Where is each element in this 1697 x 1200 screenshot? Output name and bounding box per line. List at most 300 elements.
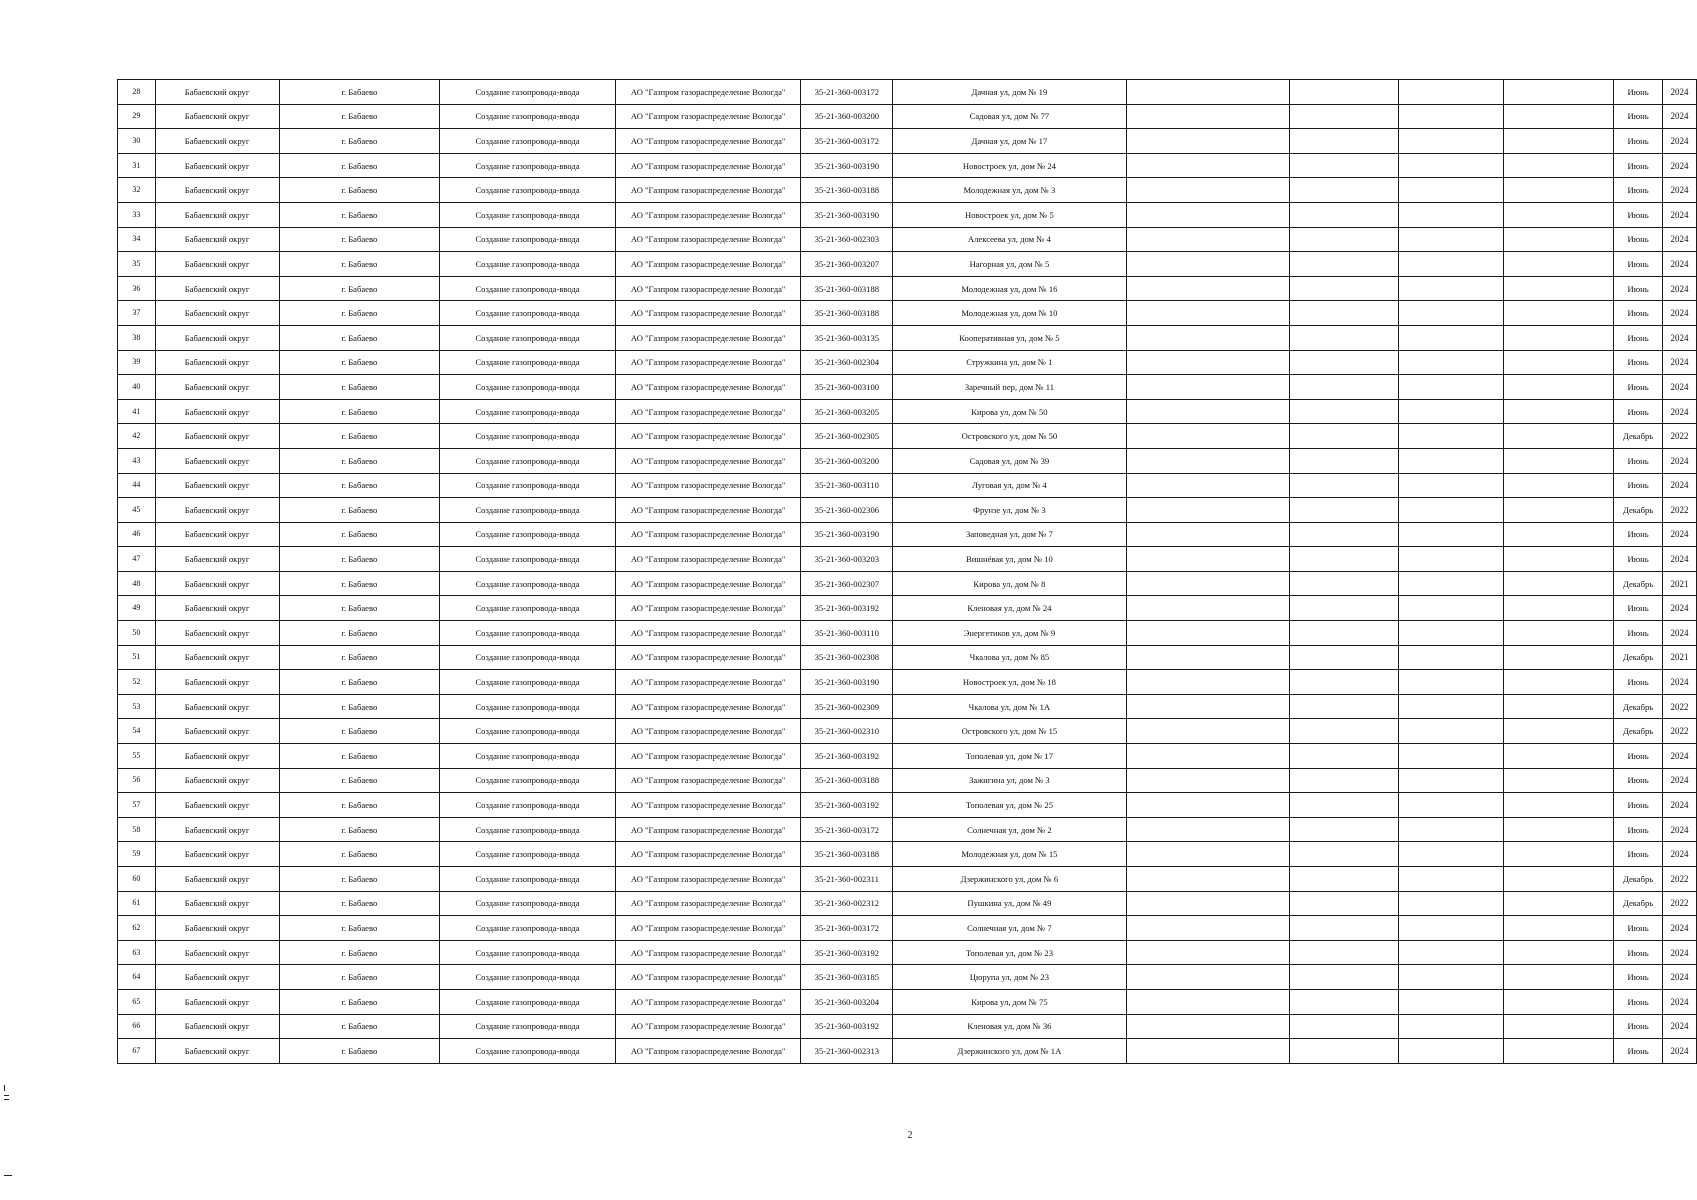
cell-work: Создание газопровода-ввода bbox=[440, 744, 616, 769]
cell-org: АО "Газпром газораспределение Вологда" bbox=[615, 301, 801, 326]
cell-month: Июнь bbox=[1614, 965, 1663, 990]
cell-cadastral: 35-21-360-003110 bbox=[801, 621, 893, 646]
empty-cell bbox=[1126, 596, 1289, 621]
cell-work: Создание газопровода-ввода bbox=[440, 989, 616, 1014]
cell-month: Декабрь bbox=[1614, 719, 1663, 744]
empty-cell bbox=[1126, 694, 1289, 719]
cell-year: 2024 bbox=[1662, 153, 1696, 178]
cell-num: 36 bbox=[118, 276, 156, 301]
page-number: 2 bbox=[907, 1130, 913, 1141]
empty-cell bbox=[1504, 621, 1614, 646]
empty-cell bbox=[1398, 276, 1503, 301]
empty-cell bbox=[1126, 301, 1289, 326]
cell-cadastral: 35-21-360-003190 bbox=[801, 670, 893, 695]
cell-org: АО "Газпром газораспределение Вологда" bbox=[615, 744, 801, 769]
empty-cell bbox=[1289, 719, 1398, 744]
empty-cell bbox=[1504, 965, 1614, 990]
cell-district: Бабаевский округ bbox=[155, 670, 279, 695]
cell-org: АО "Газпром газораспределение Вологда" bbox=[615, 670, 801, 695]
cell-address: Алексеева ул, дом № 4 bbox=[893, 227, 1126, 252]
cell-month: Июнь bbox=[1614, 522, 1663, 547]
cell-year: 2022 bbox=[1662, 719, 1696, 744]
cell-work: Создание газопровода-ввода bbox=[440, 940, 616, 965]
empty-cell bbox=[1504, 202, 1614, 227]
cell-year: 2021 bbox=[1662, 571, 1696, 596]
empty-cell bbox=[1289, 817, 1398, 842]
empty-cell bbox=[1504, 596, 1614, 621]
cell-org: АО "Газпром газораспределение Вологда" bbox=[615, 153, 801, 178]
table-row bbox=[118, 276, 1697, 301]
empty-cell bbox=[1289, 965, 1398, 990]
empty-cell bbox=[1126, 252, 1289, 277]
empty-cell bbox=[1126, 104, 1289, 129]
cell-address: Кирова ул, дом № 50 bbox=[893, 399, 1126, 424]
table-row bbox=[118, 891, 1697, 916]
cell-address: Островского ул, дом № 50 bbox=[893, 424, 1126, 449]
cell-num: 45 bbox=[118, 498, 156, 523]
empty-cell bbox=[1126, 424, 1289, 449]
empty-cell bbox=[1289, 916, 1398, 941]
empty-cell bbox=[1504, 1014, 1614, 1039]
cell-district: Бабаевский округ bbox=[155, 375, 279, 400]
cell-address: Тополевая ул, дом № 17 bbox=[893, 744, 1126, 769]
empty-cell bbox=[1398, 989, 1503, 1014]
cell-year: 2024 bbox=[1662, 399, 1696, 424]
table-row bbox=[118, 1039, 1697, 1064]
cell-locality: г. Бабаево bbox=[279, 965, 440, 990]
cell-num: 35 bbox=[118, 252, 156, 277]
cell-address: Заречный пер, дом № 11 bbox=[893, 375, 1126, 400]
cell-cadastral: 35-21-360-003172 bbox=[801, 817, 893, 842]
empty-cell bbox=[1398, 842, 1503, 867]
cell-district: Бабаевский округ bbox=[155, 276, 279, 301]
cell-locality: г. Бабаево bbox=[279, 498, 440, 523]
empty-cell bbox=[1126, 1014, 1289, 1039]
empty-cell bbox=[1398, 202, 1503, 227]
empty-cell bbox=[1504, 867, 1614, 892]
cell-org: АО "Газпром газораспределение Вологда" bbox=[615, 104, 801, 129]
empty-cell bbox=[1126, 448, 1289, 473]
empty-cell bbox=[1398, 817, 1503, 842]
table-row bbox=[118, 104, 1697, 129]
cell-year: 2024 bbox=[1662, 621, 1696, 646]
cell-org: АО "Газпром газораспределение Вологда" bbox=[615, 178, 801, 203]
cell-org: АО "Газпром газораспределение Вологда" bbox=[615, 621, 801, 646]
empty-cell bbox=[1504, 129, 1614, 154]
cell-cadastral: 35-21-360-003100 bbox=[801, 375, 893, 400]
cell-address: Кирова ул, дом № 8 bbox=[893, 571, 1126, 596]
cell-year: 2022 bbox=[1662, 498, 1696, 523]
empty-cell bbox=[1504, 719, 1614, 744]
empty-cell bbox=[1398, 596, 1503, 621]
cell-month: Июнь bbox=[1614, 596, 1663, 621]
cell-year: 2024 bbox=[1662, 547, 1696, 572]
table-row bbox=[118, 498, 1697, 523]
table-row bbox=[118, 571, 1697, 596]
cell-work: Создание газопровода-ввода bbox=[440, 522, 616, 547]
empty-cell bbox=[1504, 645, 1614, 670]
empty-cell bbox=[1289, 473, 1398, 498]
cell-work: Создание газопровода-ввода bbox=[440, 178, 616, 203]
cell-year: 2024 bbox=[1662, 965, 1696, 990]
cell-address: Луговая ул, дом № 4 bbox=[893, 473, 1126, 498]
empty-cell bbox=[1126, 867, 1289, 892]
table-row bbox=[118, 744, 1697, 769]
cell-address: Заповедная ул, дом № 7 bbox=[893, 522, 1126, 547]
empty-cell bbox=[1398, 621, 1503, 646]
empty-cell bbox=[1504, 571, 1614, 596]
cell-work: Создание газопровода-ввода bbox=[440, 842, 616, 867]
empty-cell bbox=[1289, 350, 1398, 375]
cell-cadastral: 35-21-360-002309 bbox=[801, 694, 893, 719]
cell-year: 2024 bbox=[1662, 325, 1696, 350]
table-row bbox=[118, 793, 1697, 818]
cell-work: Создание газопровода-ввода bbox=[440, 301, 616, 326]
empty-cell bbox=[1504, 793, 1614, 818]
empty-cell bbox=[1504, 670, 1614, 695]
cell-district: Бабаевский округ bbox=[155, 547, 279, 572]
cell-district: Бабаевский округ bbox=[155, 940, 279, 965]
empty-cell bbox=[1504, 104, 1614, 129]
cell-cadastral: 35-21-360-003192 bbox=[801, 596, 893, 621]
cell-locality: г. Бабаево bbox=[279, 227, 440, 252]
cell-district: Бабаевский округ bbox=[155, 473, 279, 498]
empty-cell bbox=[1504, 375, 1614, 400]
cell-locality: г. Бабаево bbox=[279, 916, 440, 941]
table-row bbox=[118, 621, 1697, 646]
cell-cadastral: 35-21-360-002308 bbox=[801, 645, 893, 670]
empty-cell bbox=[1289, 793, 1398, 818]
empty-cell bbox=[1289, 867, 1398, 892]
cell-cadastral: 35-21-360-003203 bbox=[801, 547, 893, 572]
table-row bbox=[118, 129, 1697, 154]
cell-num: 64 bbox=[118, 965, 156, 990]
cell-locality: г. Бабаево bbox=[279, 1039, 440, 1064]
table-row bbox=[118, 522, 1697, 547]
cell-num: 28 bbox=[118, 80, 156, 105]
table-row bbox=[118, 202, 1697, 227]
empty-cell bbox=[1289, 940, 1398, 965]
cell-year: 2024 bbox=[1662, 940, 1696, 965]
cell-num: 52 bbox=[118, 670, 156, 695]
cell-month: Декабрь bbox=[1614, 891, 1663, 916]
cell-org: АО "Газпром газораспределение Вологда" bbox=[615, 596, 801, 621]
empty-cell bbox=[1289, 1039, 1398, 1064]
cell-locality: г. Бабаево bbox=[279, 891, 440, 916]
cell-month: Июнь bbox=[1614, 1014, 1663, 1039]
empty-cell bbox=[1398, 227, 1503, 252]
cell-work: Создание газопровода-ввода bbox=[440, 891, 616, 916]
empty-cell bbox=[1504, 276, 1614, 301]
cell-work: Создание газопровода-ввода bbox=[440, 571, 616, 596]
cell-num: 56 bbox=[118, 768, 156, 793]
empty-cell bbox=[1126, 227, 1289, 252]
cell-cadastral: 35-21-360-002305 bbox=[801, 424, 893, 449]
cell-year: 2024 bbox=[1662, 350, 1696, 375]
cell-locality: г. Бабаево bbox=[279, 129, 440, 154]
empty-cell bbox=[1504, 817, 1614, 842]
empty-cell bbox=[1126, 350, 1289, 375]
cell-locality: г. Бабаево bbox=[279, 375, 440, 400]
empty-cell bbox=[1289, 547, 1398, 572]
cell-locality: г. Бабаево bbox=[279, 817, 440, 842]
cell-work: Создание газопровода-ввода bbox=[440, 670, 616, 695]
cell-cadastral: 35-21-360-003188 bbox=[801, 842, 893, 867]
empty-cell bbox=[1289, 989, 1398, 1014]
empty-cell bbox=[1504, 227, 1614, 252]
empty-cell bbox=[1289, 301, 1398, 326]
cell-district: Бабаевский округ bbox=[155, 621, 279, 646]
cell-locality: г. Бабаево bbox=[279, 448, 440, 473]
cell-org: АО "Газпром газораспределение Вологда" bbox=[615, 719, 801, 744]
cell-district: Бабаевский округ bbox=[155, 252, 279, 277]
cell-month: Июнь bbox=[1614, 178, 1663, 203]
empty-cell bbox=[1126, 80, 1289, 105]
cell-org: АО "Газпром газораспределение Вологда" bbox=[615, 547, 801, 572]
cell-num: 38 bbox=[118, 325, 156, 350]
empty-cell bbox=[1289, 670, 1398, 695]
empty-cell bbox=[1398, 793, 1503, 818]
cell-locality: г. Бабаево bbox=[279, 768, 440, 793]
cell-org: АО "Газпром газораспределение Вологда" bbox=[615, 325, 801, 350]
cell-num: 42 bbox=[118, 424, 156, 449]
cell-district: Бабаевский округ bbox=[155, 129, 279, 154]
cell-locality: г. Бабаево bbox=[279, 793, 440, 818]
empty-cell bbox=[1289, 768, 1398, 793]
cell-locality: г. Бабаево bbox=[279, 202, 440, 227]
empty-cell bbox=[1504, 916, 1614, 941]
cell-org: АО "Газпром газораспределение Вологда" bbox=[615, 129, 801, 154]
cell-work: Создание газопровода-ввода bbox=[440, 645, 616, 670]
empty-cell bbox=[1504, 768, 1614, 793]
cell-year: 2024 bbox=[1662, 178, 1696, 203]
cell-year: 2024 bbox=[1662, 276, 1696, 301]
cell-num: 62 bbox=[118, 916, 156, 941]
cell-org: АО "Газпром газораспределение Вологда" bbox=[615, 571, 801, 596]
cell-work: Создание газопровода-ввода bbox=[440, 252, 616, 277]
empty-cell bbox=[1289, 153, 1398, 178]
empty-cell bbox=[1398, 768, 1503, 793]
empty-cell bbox=[1398, 547, 1503, 572]
empty-cell bbox=[1126, 202, 1289, 227]
cell-address: Пушкина ул, дом № 49 bbox=[893, 891, 1126, 916]
empty-cell bbox=[1289, 621, 1398, 646]
empty-cell bbox=[1126, 916, 1289, 941]
cell-work: Создание газопровода-ввода bbox=[440, 129, 616, 154]
cell-address: Вишнёвая ул, дом № 10 bbox=[893, 547, 1126, 572]
cell-month: Июнь bbox=[1614, 202, 1663, 227]
cell-district: Бабаевский округ bbox=[155, 399, 279, 424]
cell-org: АО "Газпром газораспределение Вологда" bbox=[615, 399, 801, 424]
cell-year: 2022 bbox=[1662, 694, 1696, 719]
cell-district: Бабаевский округ bbox=[155, 80, 279, 105]
cell-work: Создание газопровода-ввода bbox=[440, 424, 616, 449]
empty-cell bbox=[1398, 940, 1503, 965]
cell-org: АО "Газпром газораспределение Вологда" bbox=[615, 891, 801, 916]
cell-locality: г. Бабаево bbox=[279, 596, 440, 621]
cell-org: АО "Газпром газораспределение Вологда" bbox=[615, 375, 801, 400]
empty-cell bbox=[1126, 129, 1289, 154]
cell-district: Бабаевский округ bbox=[155, 965, 279, 990]
table-row bbox=[118, 424, 1697, 449]
table-row bbox=[118, 178, 1697, 203]
empty-cell bbox=[1398, 399, 1503, 424]
cell-cadastral: 35-21-360-003135 bbox=[801, 325, 893, 350]
cell-num: 44 bbox=[118, 473, 156, 498]
margin-mark bbox=[4, 1175, 12, 1176]
empty-cell bbox=[1289, 498, 1398, 523]
cell-work: Создание газопровода-ввода bbox=[440, 817, 616, 842]
empty-cell bbox=[1126, 989, 1289, 1014]
empty-cell bbox=[1504, 448, 1614, 473]
cell-num: 48 bbox=[118, 571, 156, 596]
cell-org: АО "Газпром газораспределение Вологда" bbox=[615, 276, 801, 301]
table-body bbox=[118, 80, 1697, 1064]
cell-district: Бабаевский округ bbox=[155, 301, 279, 326]
cell-cadastral: 35-21-360-002303 bbox=[801, 227, 893, 252]
empty-cell bbox=[1126, 793, 1289, 818]
table-row bbox=[118, 227, 1697, 252]
cell-work: Создание газопровода-ввода bbox=[440, 375, 616, 400]
cell-district: Бабаевский округ bbox=[155, 768, 279, 793]
cell-district: Бабаевский округ bbox=[155, 891, 279, 916]
cell-year: 2024 bbox=[1662, 989, 1696, 1014]
cell-cadastral: 35-21-360-003200 bbox=[801, 104, 893, 129]
cell-locality: г. Бабаево bbox=[279, 571, 440, 596]
empty-cell bbox=[1289, 178, 1398, 203]
cell-month: Декабрь bbox=[1614, 424, 1663, 449]
cell-locality: г. Бабаево bbox=[279, 276, 440, 301]
table-row bbox=[118, 719, 1697, 744]
cell-month: Июнь bbox=[1614, 153, 1663, 178]
table-row bbox=[118, 547, 1697, 572]
empty-cell bbox=[1398, 891, 1503, 916]
empty-cell bbox=[1504, 744, 1614, 769]
empty-cell bbox=[1504, 891, 1614, 916]
cell-cadastral: 35-21-360-003172 bbox=[801, 916, 893, 941]
empty-cell bbox=[1504, 350, 1614, 375]
cell-org: АО "Газпром газораспределение Вологда" bbox=[615, 842, 801, 867]
cell-locality: г. Бабаево bbox=[279, 670, 440, 695]
cell-org: АО "Газпром газораспределение Вологда" bbox=[615, 473, 801, 498]
cell-address: Молодежная ул, дом № 10 bbox=[893, 301, 1126, 326]
cell-work: Создание газопровода-ввода bbox=[440, 80, 616, 105]
cell-org: АО "Газпром газораспределение Вологда" bbox=[615, 793, 801, 818]
cell-year: 2022 bbox=[1662, 867, 1696, 892]
cell-month: Июнь bbox=[1614, 547, 1663, 572]
cell-address: Новостроек ул, дом № 18 bbox=[893, 670, 1126, 695]
empty-cell bbox=[1504, 80, 1614, 105]
cell-address: Дзержинского ул, дом № 1А bbox=[893, 1039, 1126, 1064]
cell-num: 65 bbox=[118, 989, 156, 1014]
cell-year: 2024 bbox=[1662, 227, 1696, 252]
empty-cell bbox=[1398, 965, 1503, 990]
cell-address: Цюрупа ул, дом № 23 bbox=[893, 965, 1126, 990]
cell-year: 2024 bbox=[1662, 448, 1696, 473]
cell-year: 2022 bbox=[1662, 424, 1696, 449]
table-row bbox=[118, 448, 1697, 473]
empty-cell bbox=[1398, 473, 1503, 498]
empty-cell bbox=[1289, 891, 1398, 916]
cell-district: Бабаевский округ bbox=[155, 645, 279, 670]
cell-month: Июнь bbox=[1614, 350, 1663, 375]
table-row bbox=[118, 645, 1697, 670]
cell-num: 33 bbox=[118, 202, 156, 227]
empty-cell bbox=[1398, 645, 1503, 670]
table-row bbox=[118, 375, 1697, 400]
cell-locality: г. Бабаево bbox=[279, 867, 440, 892]
cell-org: АО "Газпром газораспределение Вологда" bbox=[615, 940, 801, 965]
empty-cell bbox=[1504, 498, 1614, 523]
cell-address: Кленовая ул, дом № 36 bbox=[893, 1014, 1126, 1039]
cell-address: Кленовая ул, дом № 24 bbox=[893, 596, 1126, 621]
table-row bbox=[118, 473, 1697, 498]
cell-address: Новостроек ул, дом № 5 bbox=[893, 202, 1126, 227]
empty-cell bbox=[1398, 178, 1503, 203]
empty-cell bbox=[1289, 104, 1398, 129]
table-row bbox=[118, 596, 1697, 621]
empty-cell bbox=[1126, 498, 1289, 523]
empty-cell bbox=[1289, 448, 1398, 473]
cell-org: АО "Газпром газораспределение Вологда" bbox=[615, 448, 801, 473]
empty-cell bbox=[1289, 842, 1398, 867]
cell-year: 2024 bbox=[1662, 252, 1696, 277]
cell-num: 40 bbox=[118, 375, 156, 400]
empty-cell bbox=[1126, 842, 1289, 867]
table-row bbox=[118, 940, 1697, 965]
cell-year: 2024 bbox=[1662, 817, 1696, 842]
cell-month: Июнь bbox=[1614, 375, 1663, 400]
cell-cadastral: 35-21-360-002307 bbox=[801, 571, 893, 596]
cell-address: Солнечная ул, дом № 7 bbox=[893, 916, 1126, 941]
cell-cadastral: 35-21-360-002304 bbox=[801, 350, 893, 375]
table-row bbox=[118, 842, 1697, 867]
table-row bbox=[118, 399, 1697, 424]
cell-locality: г. Бабаево bbox=[279, 621, 440, 646]
empty-cell bbox=[1289, 571, 1398, 596]
empty-cell bbox=[1398, 1014, 1503, 1039]
empty-cell bbox=[1289, 744, 1398, 769]
cell-address: Кооперативная ул, дом № 5 bbox=[893, 325, 1126, 350]
table-row bbox=[118, 1014, 1697, 1039]
cell-month: Июнь bbox=[1614, 129, 1663, 154]
cell-district: Бабаевский округ bbox=[155, 842, 279, 867]
cell-num: 34 bbox=[118, 227, 156, 252]
cell-district: Бабаевский округ bbox=[155, 817, 279, 842]
table-row bbox=[118, 153, 1697, 178]
cell-org: АО "Газпром газораспределение Вологда" bbox=[615, 768, 801, 793]
cell-district: Бабаевский округ bbox=[155, 1014, 279, 1039]
empty-cell bbox=[1398, 301, 1503, 326]
cell-year: 2021 bbox=[1662, 645, 1696, 670]
cell-address: Кирова ул, дом № 75 bbox=[893, 989, 1126, 1014]
cell-year: 2024 bbox=[1662, 104, 1696, 129]
cell-work: Создание газопровода-ввода bbox=[440, 694, 616, 719]
cell-org: АО "Газпром газораспределение Вологда" bbox=[615, 694, 801, 719]
empty-cell bbox=[1398, 1039, 1503, 1064]
cell-district: Бабаевский округ bbox=[155, 793, 279, 818]
cell-num: 51 bbox=[118, 645, 156, 670]
cell-num: 54 bbox=[118, 719, 156, 744]
cell-district: Бабаевский округ bbox=[155, 227, 279, 252]
cell-locality: г. Бабаево bbox=[279, 744, 440, 769]
cell-month: Декабрь bbox=[1614, 498, 1663, 523]
cell-year: 2024 bbox=[1662, 768, 1696, 793]
empty-cell bbox=[1398, 104, 1503, 129]
cell-cadastral: 35-21-360-003185 bbox=[801, 965, 893, 990]
cell-work: Создание газопровода-ввода bbox=[440, 350, 616, 375]
cell-district: Бабаевский округ bbox=[155, 424, 279, 449]
